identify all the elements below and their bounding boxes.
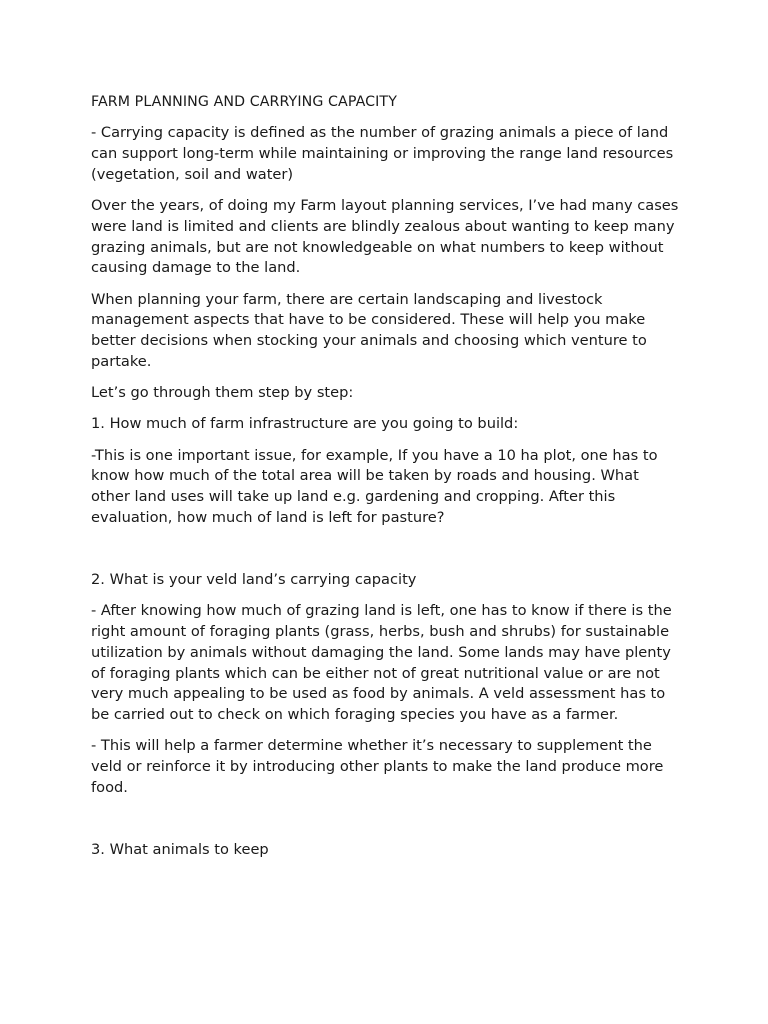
section-heading-carrying-capacity: 2. What is your veld land’s carrying capacity — [91, 571, 417, 589]
section-heading-infrastructure: 1. How much of farm infrastructure are you going to build: — [91, 415, 519, 433]
paragraph-supplement-veld: - This will help a farmer determine whether it’s necessary to supplement the veld or reinforce it by introducing other plants to make the land produce more food. — [91, 737, 664, 797]
blank-line — [91, 809, 681, 840]
document-title: FARM PLANNING AND CARRYING CAPACITY — [91, 94, 397, 110]
paragraph-planning-aspects: When planning your farm, there are certain landscaping and livestock management aspects that have to be considered. These will help you make better decisions when stocking your animals and choosing which venture to partake. — [91, 290, 647, 370]
blank-line — [91, 539, 681, 570]
paragraph-experience: Over the years, of doing my Farm layout planning services, I’ve had many cases were land is limited and clients are blindly zealous about wanting to keep many grazing animals, but are not knowledgeable on what numbers to keep without causing damage to the land. — [91, 196, 679, 277]
section-heading-animals: 3. What animals to keep — [91, 841, 269, 859]
paragraph-foraging-plants: - After knowing how much of grazing land is left, one has to know if there is the right amount of foraging plants (grass, herbs, bush and shrubs) for sustainable utilization by animals without damaging the land. Some lands may have plenty of foraging plants which can be either not of great nutritional value or are not very much appealing to be used as food by animals. A veld assessment has to be carried out to check on which foraging species you have as a farmer. — [91, 602, 672, 724]
paragraph-carrying-capacity-definition: - Carrying capacity is defined as the number of grazing animals a piece of land can support long-term while maintaining or improving the range land resources (vegetation, soil and water) — [91, 124, 674, 183]
paragraph-step-intro: Let’s go through them step by step: — [91, 384, 354, 402]
document-body — [91, 92, 681, 871]
paragraph-infrastructure: -This is one important issue, for example, If you have a 10 ha plot, one has to know how much of the total area will be taken by roads and housing. What other land uses will take up land e.g. gardening and cropping. After this evaluation, how much of land is left for pasture? — [91, 446, 658, 526]
